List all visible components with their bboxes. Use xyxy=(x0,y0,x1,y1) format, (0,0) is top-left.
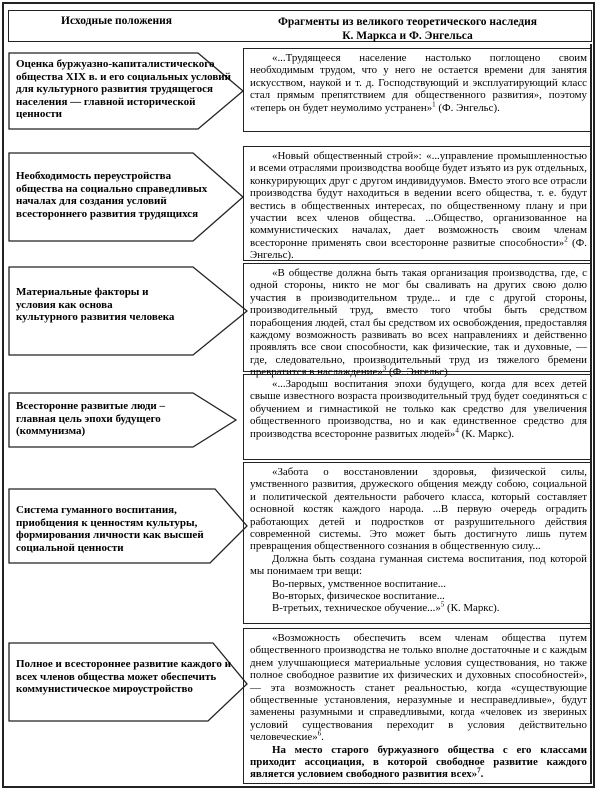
quote-box xyxy=(243,263,592,379)
footnote-mark: 1 xyxy=(432,100,436,108)
premise-arrow xyxy=(8,152,244,242)
header-premises: Исходные положения xyxy=(61,15,172,27)
table-header xyxy=(8,10,592,42)
premise-arrow xyxy=(8,642,248,722)
quote-box xyxy=(243,628,592,784)
quote-paragraph: «Новый общественный строй»: «...управление промышленностью и всеми отраслями производства вообще будет изъято из рук отдельных, конкурирующих друг с другом индивидуумов. Вместо этого все отрасли производства будут находиться в ведении всего общества, т. е. будут вестись в общественных интересах, по общественному плану и при участии всех членов общества. ...Общество, организованное на коммунистических началах, дает возможность своим членам всесторонне применять свои всесторонне развитые способности»$^2$ (Ф. Энгельс). xyxy=(250,150,587,262)
premise-text: Необходимость переустройства общества на социально справедливых началах для создания условий всестороннего развития трудящихся xyxy=(16,170,208,220)
premise-text: Материальные факторы и условия как основа культурного развития человека xyxy=(16,286,175,323)
quote-paragraph-bold: На место старого буржуазного общества с его классами приходит ассоциация, в которой свободное развитие каждого является условием свободного развития всех»$^7$. xyxy=(250,743,587,781)
footnote-mark: 6 xyxy=(317,729,322,738)
footnote-mark: 2 xyxy=(564,235,568,244)
quote-paragraph: «...Зародыш воспитания эпохи будущего, когда для всех детей свыше известного возраста производительный труд будет соединяться с обучением и гимнастикой не только как средство для увеличения общественного производства, но и как единственное средство для производства всесторонне развитых людей»$^4$ (К. Маркс). xyxy=(250,378,587,440)
premise-arrow xyxy=(8,488,248,564)
quote-list-item: Во-первых, умственное воспитание... xyxy=(272,577,446,590)
quote-list-item: В-третьих, техническое обучение...»$^5$ (К. Маркс). xyxy=(272,600,500,615)
quote-paragraph: «В обществе должна быть такая организация производства, где, с одной стороны, никто не мог бы сваливать на других свою долю участия в производительном труде... и где с другой стороны, производительный труд, вместо того чтобы быть средством порабощения людей, стал бы средством их освобождения, предоставляя каждому возможность развивать во всех направлениях и действенно проявлять все свои способности, как физические, так и духовные, — где, следовательно, производительный труд из тяжелого бремени превратится в наслаждение»$^3$ (Ф. Энгельс). xyxy=(250,267,587,379)
quote-paragraph: «...Трудящееся население настолько поглощено своим необходимым трудом, что у него не остается времени для занятия искусством, наукой и т. д. Господствующий и эксплуатирующий класс стал прямым препятствием для общественного развития», поэтому «теперь он будет неумолимо устранен»$^1$ (Ф. Энгельс). xyxy=(250,52,587,114)
premise-text: Полное и всестороннее развитие каждого и всех членов общества может обеспечить коммунистическое мироустройство xyxy=(16,658,231,695)
header-fragments-line2: К. Маркса и Ф. Энгельса xyxy=(342,30,473,42)
premise-text: Система гуманного воспитания, приобщения к ценностям культуры, формирования личности как высшей социальной ценности xyxy=(16,504,204,554)
premise-arrow xyxy=(8,266,248,356)
quote-box xyxy=(243,48,592,132)
premise-text: Оценка буржуазно-капиталистического общества XIX в. и его социальных условий для культурного развития трудящегося населения — главной исторической ценности xyxy=(16,58,231,120)
footnote-mark: 5 xyxy=(440,600,445,609)
quote-paragraph: Должна быть создана гуманная система воспитания, под которой мы понимаем три вещи: xyxy=(250,552,587,578)
header-fragments-line1: Фрагменты из великого теоретического наследия xyxy=(278,16,537,28)
footnote-mark: 3 xyxy=(382,364,387,373)
quote-box xyxy=(243,462,592,624)
quote-box xyxy=(243,374,592,460)
quote-list-item: Во-вторых, физическое воспитание... xyxy=(272,590,445,603)
footnote-mark: 7 xyxy=(477,766,481,775)
footnote-mark: 4 xyxy=(455,426,459,434)
premise-arrow xyxy=(8,392,240,448)
quote-paragraph: «Возможность обеспечить всем членам общества путем общественного производства не только вполне достаточные и с каждым днем улучшающиеся материальные условия существования, но также полное свободное развитие их физических и духовных способностей», — эта возможность станет реальностью, когда «существующие общественные установления, неразумные и несправедливые», будут заменены разумными и справедливыми, когда «человек из звериных условий существования переходит в условия действительно человеческие»$^6$. xyxy=(250,632,587,744)
quote-paragraph: «Забота о восстановлении здоровья, физической силы, умственного развития, дружеского общения между собою, социальной и политической деятельности рабочего класса, который составляет основной костяк каждого народа. ...В первую очередь оградить работающих детей и подростков от разрушительного действия современной системы. Это может быть достигнуто лишь путем превращения общественного сознания в общественную силу... xyxy=(250,466,587,553)
quote-box xyxy=(243,146,592,261)
right-column-border xyxy=(590,44,592,784)
header-fragments xyxy=(224,11,591,41)
premise-text: Всесторонне развитые люди – главная цель эпохи будущего (коммунизма) xyxy=(16,400,165,437)
premise-arrow xyxy=(8,52,244,130)
